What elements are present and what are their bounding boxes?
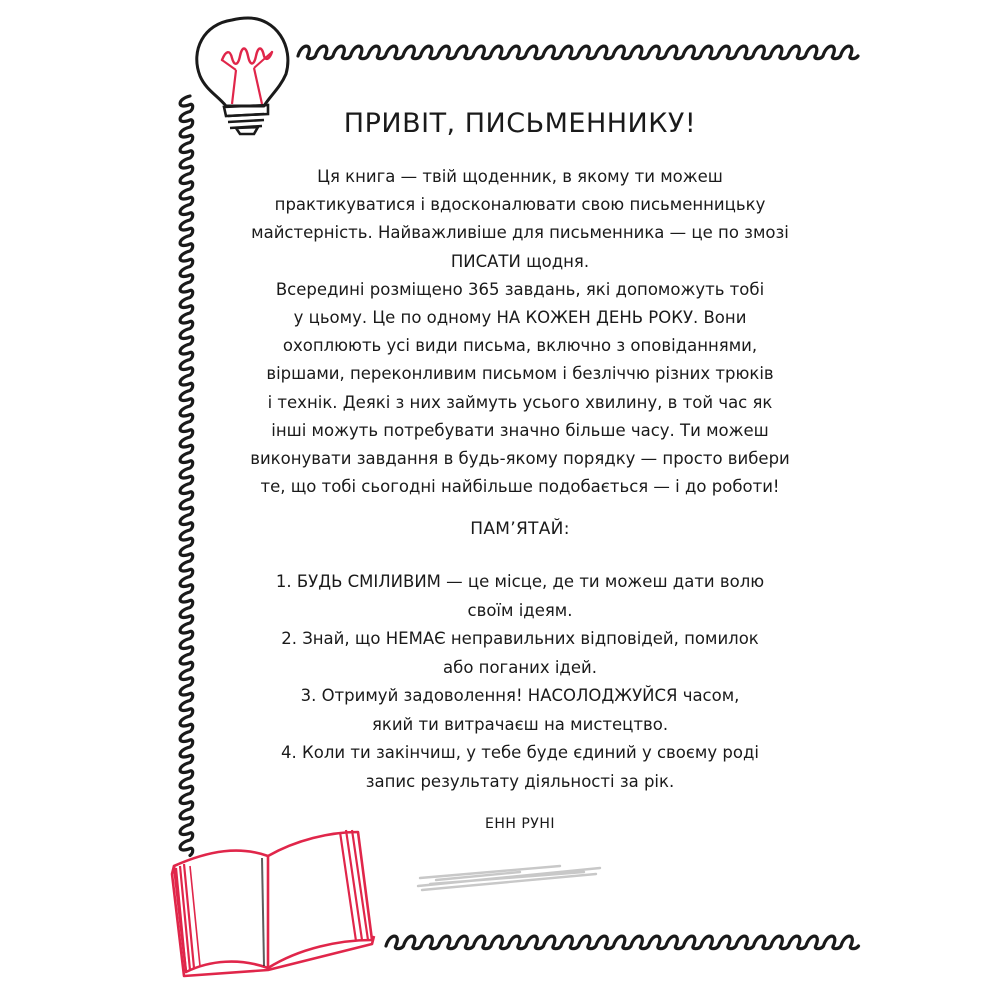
intro-line: інші можуть потребувати значно більше часу. Ти можеш <box>271 420 769 440</box>
intro-line: те, що тобі сьогодні найбільше подобається — і до роботи! <box>260 477 780 497</box>
rule-line: 2. Знай, що НЕМАЄ неправильних відповідей, помилок <box>281 629 759 648</box>
intro-line: виконувати завдання в будь-якому порядку — просто вибери <box>250 449 790 469</box>
pencil-scribble <box>418 866 600 890</box>
rule-line: 1. БУДЬ СМІЛИВИМ — це місце, де ти можеш дати волю <box>275 572 765 591</box>
intro-line: Всередині розміщено 365 завдань, які допоможуть тобі <box>275 279 765 299</box>
rule-item <box>240 625 800 682</box>
rules-list <box>240 568 800 796</box>
remember-heading: ПАМ’ЯТАЙ: <box>470 519 570 539</box>
rule-item <box>240 739 800 796</box>
rule-line: який ти витрачаєш на мистецтво. <box>371 714 669 734</box>
rule-item <box>240 682 800 739</box>
intro-paragraph <box>230 163 810 501</box>
intro-line: охоплюють усі види письма, включно з оповіданнями, <box>282 336 758 356</box>
open-book-icon <box>172 830 374 976</box>
rule-line: 4. Коли ти закінчиш, у тебе буде єдиний у своєму роді <box>281 743 759 762</box>
author-signature: ЕНН РУНІ <box>485 816 555 832</box>
left-coil-border <box>180 96 193 856</box>
intro-line: у цьому. Це по одному НА КОЖЕН ДЕНЬ РОКУ. Вони <box>293 308 747 328</box>
intro-line: практикуватися і вдосконалювати свою письменницьку <box>274 195 766 215</box>
intro-line: майстерність. Найважливіше для письменника — це по змозі <box>251 223 789 243</box>
intro-line: і технік. Деякі з них займуть усього хвилину, в той час як <box>267 392 773 412</box>
rule-item <box>240 568 800 625</box>
intro-line: Ця книга — твій щоденник, в якому ти можеш <box>317 167 723 186</box>
top-coil-border <box>298 46 858 59</box>
rule-line: запис результату діяльності за рік. <box>365 771 675 791</box>
rule-line: 3. Отримуй задоволення! НАСОЛОДЖУЙСЯ часом, <box>300 686 740 705</box>
intro-line: ПИСАТИ щодня. <box>450 251 590 271</box>
page-title: ПРИВІТ, ПИСЬМЕННИКУ! <box>343 108 697 139</box>
rule-line: або поганих ідей. <box>443 657 597 677</box>
rule-line: своїм ідеям. <box>467 600 573 620</box>
bottom-coil-border <box>386 936 859 949</box>
intro-line: віршами, переконливим письмом і безліччю різних трюків <box>266 364 774 384</box>
